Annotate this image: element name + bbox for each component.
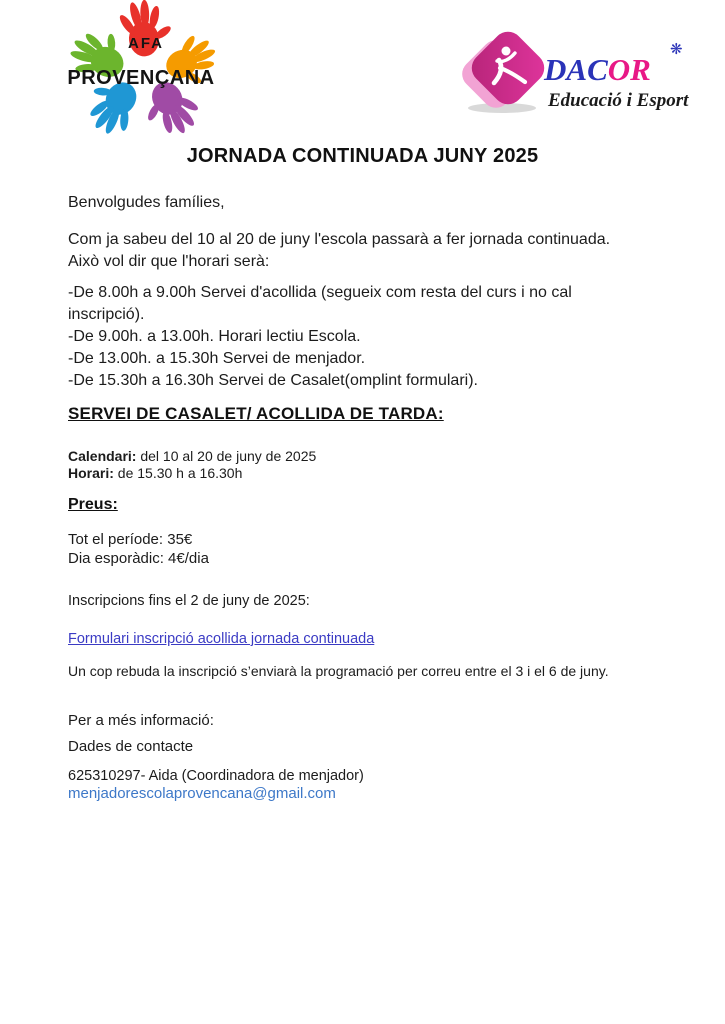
schedule-line: -De 8.00h a 9.00h Servei d'acollida (segueix com resta del curs i no cal	[68, 284, 572, 301]
schedule-line: -De 15.30h a 16.30h Servei de Casalet(omplint formulari).	[68, 372, 478, 389]
provencana-logo-text: PROVENÇANA	[67, 67, 215, 89]
contact-heading: Dades de contacte	[68, 738, 194, 755]
page-title: JORNADA CONTINUADA JUNY 2025	[186, 145, 539, 167]
dacor-wordmark-blue: DAC	[544, 52, 608, 87]
schedule-list	[68, 282, 661, 392]
detail-label: Calendari:	[68, 448, 137, 464]
schedule-line: inscripció).	[68, 306, 145, 323]
confirmation-note: Un cop rebuda la inscripció s’enviarà la programació per correu entre el 3 i el 6 de juny.	[68, 663, 609, 679]
contact-phone-text: 625310297- Aida (Coordinadora de menjador)	[68, 768, 364, 784]
dacor-wordmark	[543, 52, 651, 87]
schedule-line: -De 9.00h. a 13.00h. Horari lectiu Escola.	[68, 328, 361, 345]
more-info-text: Per a més informació:	[68, 712, 214, 729]
schedule-line: -De 13.00h. a 15.30h Servei de menjador.	[68, 350, 366, 367]
dacor-tagline: Educació i Esport	[548, 90, 689, 111]
prices-heading: Preus:	[68, 496, 118, 513]
price-line-period: Tot el període: 35€	[68, 531, 193, 548]
inscription-form-link[interactable]: Formulari inscripció acollida jornada continuada	[68, 631, 375, 647]
section-heading-casalet: SERVEI DE CASALET/ ACOLLIDA DE TARDA:	[68, 404, 444, 423]
afa-provencana-logo	[42, 0, 238, 146]
detail-row-horari	[68, 465, 661, 482]
pink-diamond-icon	[466, 26, 551, 111]
pinwheel-mark-icon: ❋	[670, 41, 683, 58]
detail-label: Horari:	[68, 465, 114, 481]
greeting-text: Benvolgudes famílies,	[68, 194, 225, 211]
detail-value: del 10 al 20 de juny de 2025	[140, 448, 317, 464]
dacor-wordmark-pink: OR	[607, 52, 651, 87]
price-line-day: Dia esporàdic: 4€/dia	[68, 550, 209, 567]
dacor-logo	[450, 22, 694, 118]
detail-row-calendari	[68, 448, 661, 465]
price-list	[68, 530, 661, 568]
contact-email-link[interactable]: menjadorescolaprovencana@gmail.com	[68, 785, 336, 802]
detail-value: de 15.30 h a 16.30h	[117, 465, 243, 481]
intro-paragraph	[68, 229, 661, 273]
intro-line: Com ja sabeu del 10 al 20 de juny l'escola passarà a fer jornada continuada.	[68, 231, 611, 248]
afa-logo-text: AFA	[128, 35, 164, 52]
inscription-deadline-text: Inscripcions fins el 2 de juny de 2025:	[68, 593, 310, 609]
dacor-logo-icon	[450, 22, 694, 118]
intro-line: Això vol dir que l'horari serà:	[68, 253, 270, 270]
handprints-icon	[42, 0, 238, 146]
service-details	[68, 448, 661, 482]
